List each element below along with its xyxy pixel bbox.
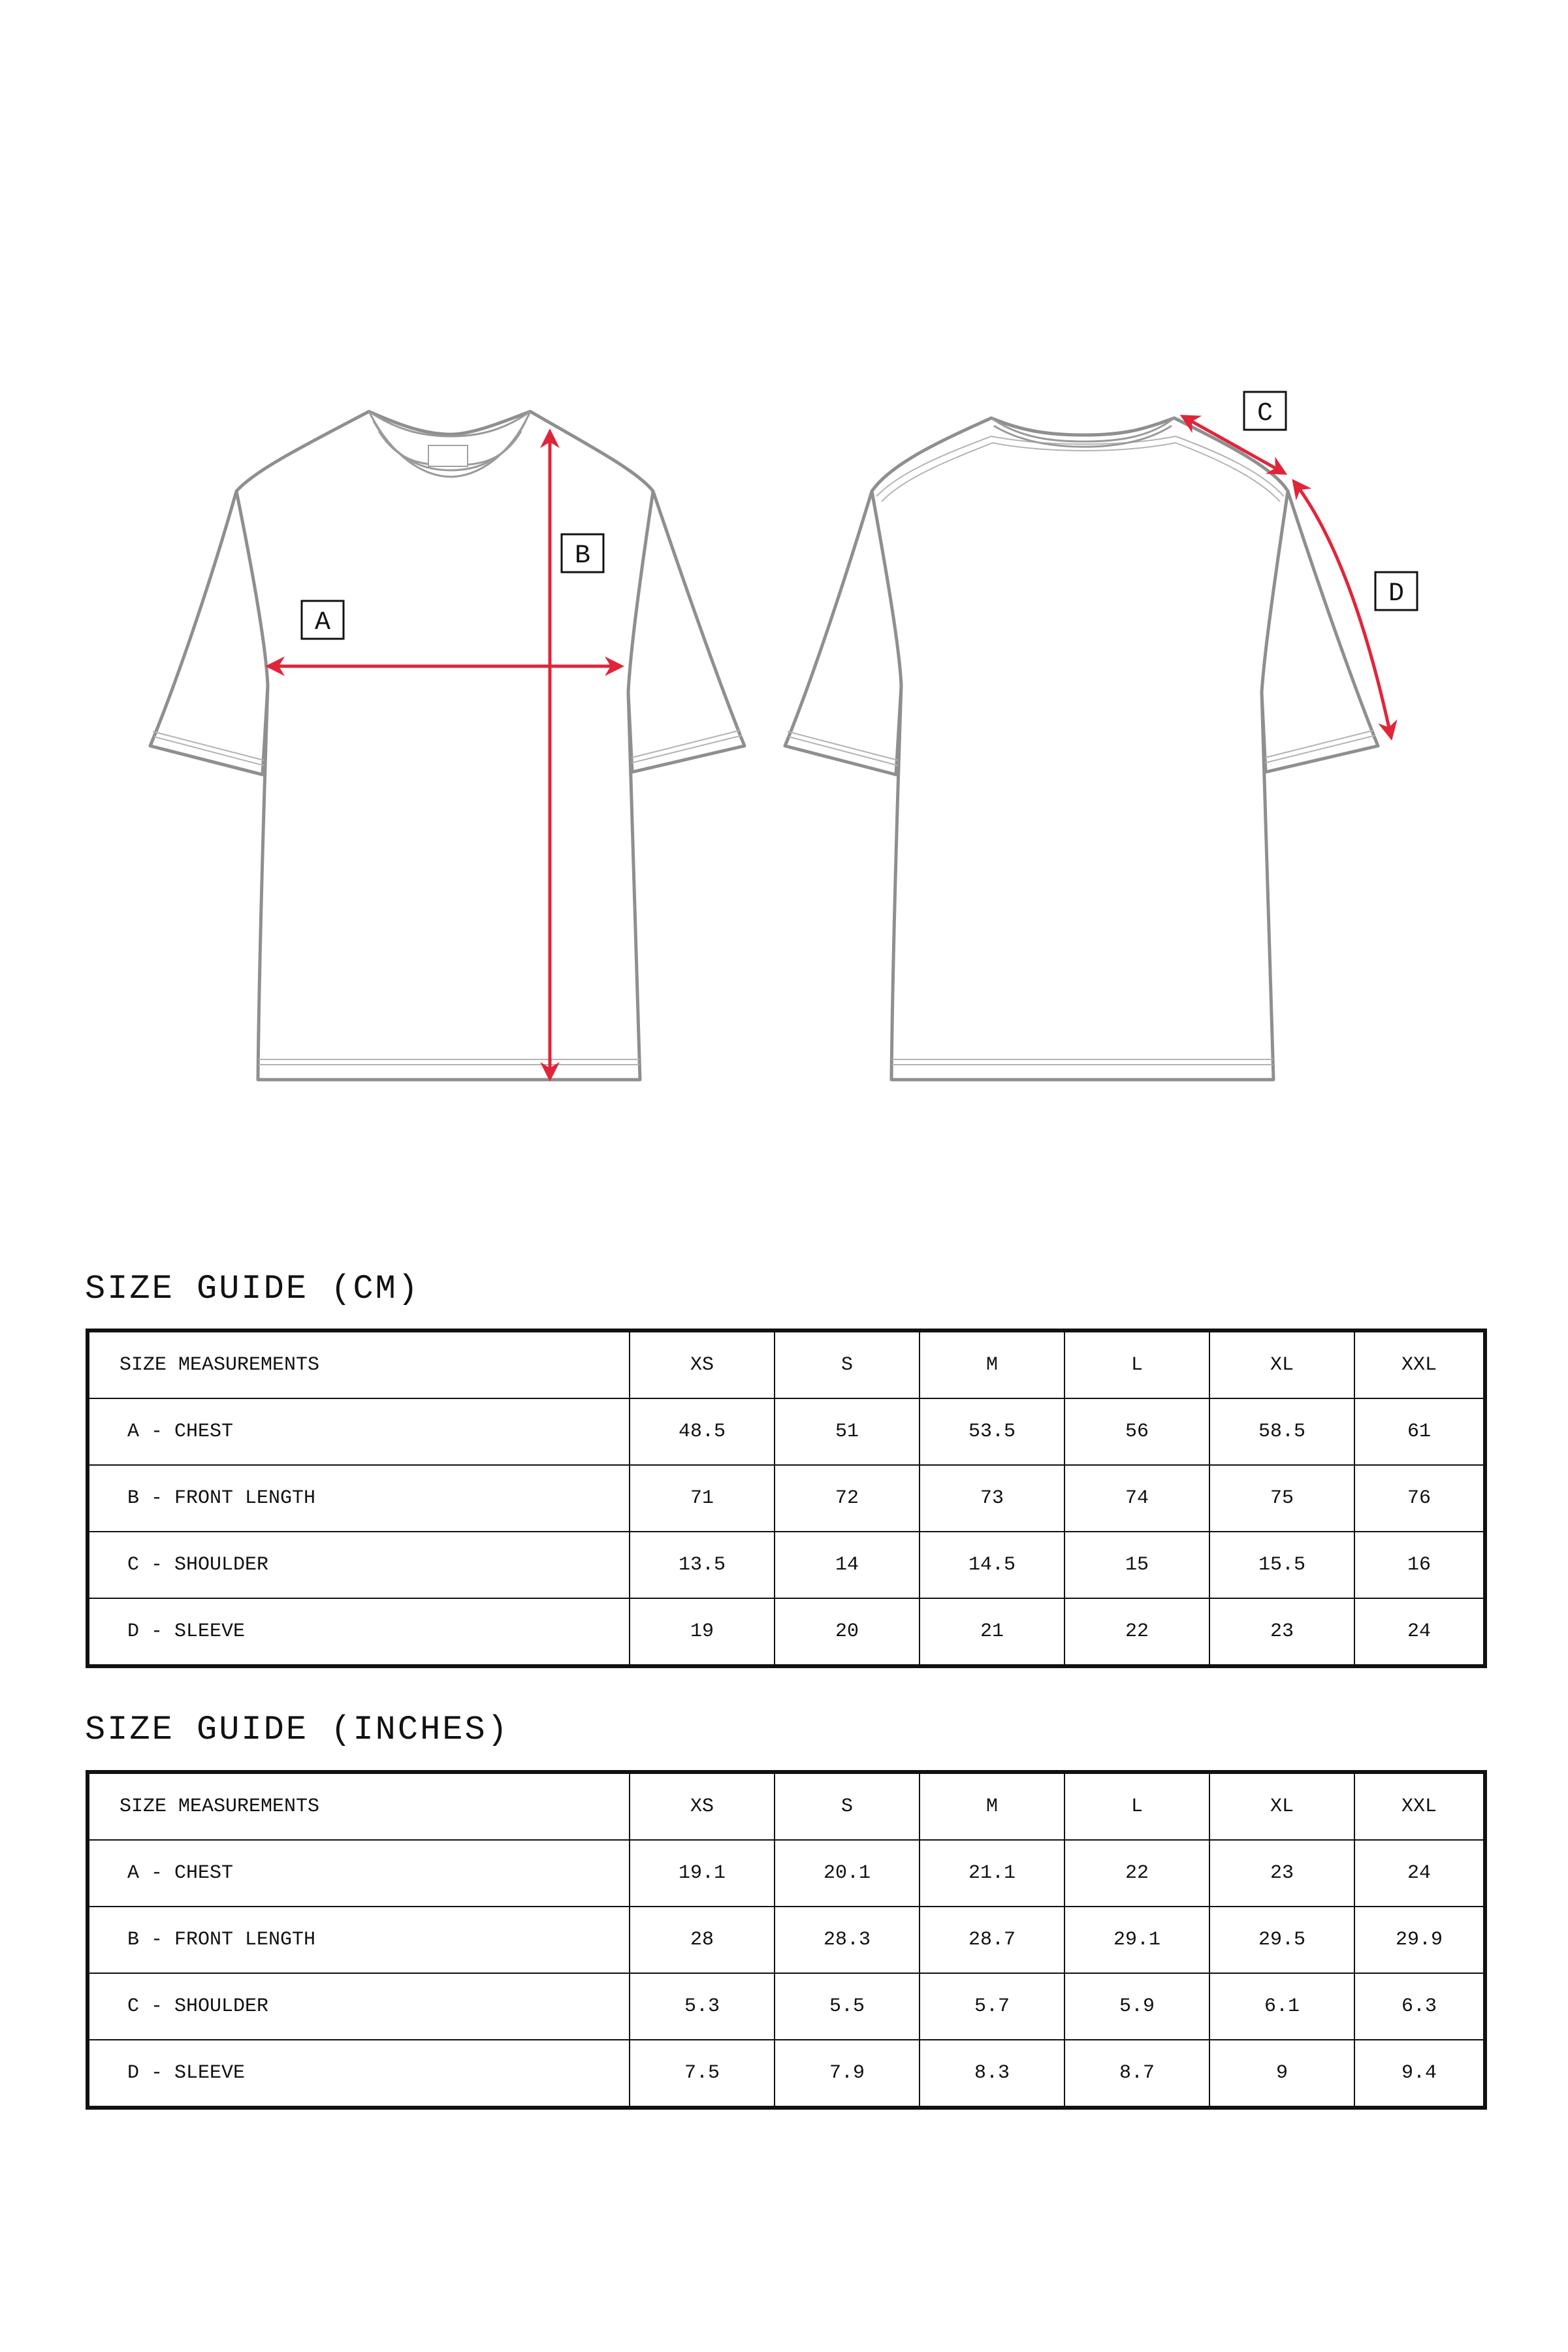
table-header-row [88, 1330, 1485, 1398]
table-cell: 24 [1354, 1840, 1485, 1907]
size-guide-inches-title: SIZE GUIDE (INCHES) [85, 1711, 509, 1749]
label-c [1244, 392, 1286, 430]
table-cell: 73 [920, 1465, 1064, 1532]
label-a [302, 601, 344, 639]
row-label: A - CHEST [88, 1398, 630, 1465]
table-cell: 22 [1064, 1598, 1209, 1666]
table-cell: 6.1 [1209, 1973, 1354, 2040]
table-cell: 58.5 [1209, 1398, 1354, 1465]
header-cell: XL [1209, 1772, 1354, 1840]
label-c-text: C [1256, 399, 1273, 428]
size-guide-inches-table [86, 1770, 1487, 2110]
size-guide-cm-table [86, 1329, 1487, 1668]
table-cell: 28 [630, 1907, 775, 1973]
table-cell: 5.5 [775, 1973, 920, 2040]
table-cell: 71 [630, 1465, 775, 1532]
table-cell: 21 [920, 1598, 1064, 1666]
size-guide-cm-title: SIZE GUIDE (CM) [85, 1270, 421, 1308]
label-d [1375, 572, 1417, 610]
row-label: D - SLEEVE [88, 1598, 630, 1666]
table-row [88, 1598, 1485, 1666]
row-label: D - SLEEVE [88, 2040, 630, 2108]
header-cell: XXL [1354, 1772, 1485, 1840]
table-cell: 29.5 [1209, 1907, 1354, 1973]
header-cell: M [920, 1772, 1064, 1840]
table-cell: 56 [1064, 1398, 1209, 1465]
table-cell: 14 [775, 1532, 920, 1598]
table-cell: 72 [775, 1465, 920, 1532]
table-cell: 22 [1064, 1840, 1209, 1907]
table-cell: 61 [1354, 1398, 1485, 1465]
table-cell: 23 [1209, 1840, 1354, 1907]
header-cell: S [775, 1772, 920, 1840]
row-label: C - SHOULDER [88, 1532, 630, 1598]
table-row [88, 1973, 1485, 2040]
table-cell: 16 [1354, 1532, 1485, 1598]
header-cell: M [920, 1330, 1064, 1398]
table-cell: 5.3 [630, 1973, 775, 2040]
header-cell: XS [630, 1330, 775, 1398]
table-cell: 6.3 [1354, 1973, 1485, 2040]
table-cell: 19 [630, 1598, 775, 1666]
table-cell: 29.1 [1064, 1907, 1209, 1973]
header-cell: XL [1209, 1330, 1354, 1398]
table-row [88, 1907, 1485, 1973]
header-cell: SIZE MEASUREMENTS [88, 1330, 630, 1398]
table-cell: 75 [1209, 1465, 1354, 1532]
label-b-text: B [574, 541, 591, 571]
table-cell: 5.9 [1064, 1973, 1209, 2040]
table-cell: 8.7 [1064, 2040, 1209, 2108]
table-cell: 29.9 [1354, 1907, 1485, 1973]
header-cell: L [1064, 1330, 1209, 1398]
table-cell: 14.5 [920, 1532, 1064, 1598]
table-row [88, 1398, 1485, 1465]
table-row [88, 1532, 1485, 1598]
table-cell: 76 [1354, 1465, 1485, 1532]
label-b [562, 534, 603, 572]
header-cell: S [775, 1330, 920, 1398]
tshirt-back [785, 418, 1378, 1080]
header-cell: SIZE MEASUREMENTS [88, 1772, 630, 1840]
row-label: C - SHOULDER [88, 1973, 630, 2040]
table-cell: 19.1 [630, 1840, 775, 1907]
table-cell: 20 [775, 1598, 920, 1666]
table-cell: 7.9 [775, 2040, 920, 2108]
table-cell: 15.5 [1209, 1532, 1354, 1598]
tshirt-front [150, 411, 744, 1080]
table-cell: 24 [1354, 1598, 1485, 1666]
row-label: B - FRONT LENGTH [88, 1907, 630, 1973]
header-cell: XXL [1354, 1330, 1485, 1398]
table-cell: 28.3 [775, 1907, 920, 1973]
row-label: B - FRONT LENGTH [88, 1465, 630, 1532]
table-cell: 13.5 [630, 1532, 775, 1598]
table-cell: 23 [1209, 1598, 1354, 1666]
table-cell: 15 [1064, 1532, 1209, 1598]
table-header-row [88, 1772, 1485, 1840]
table-row [88, 1840, 1485, 1907]
header-cell: XS [630, 1772, 775, 1840]
table-cell: 21.1 [920, 1840, 1064, 1907]
table-cell: 48.5 [630, 1398, 775, 1465]
table-cell: 7.5 [630, 2040, 775, 2108]
label-a-text: A [314, 608, 331, 637]
table-cell: 5.7 [920, 1973, 1064, 2040]
table-row [88, 1465, 1485, 1532]
row-label: A - CHEST [88, 1840, 630, 1907]
table-cell: 20.1 [775, 1840, 920, 1907]
header-cell: L [1064, 1772, 1209, 1840]
table-cell: 9 [1209, 2040, 1354, 2108]
table-cell: 8.3 [920, 2040, 1064, 2108]
table-cell: 74 [1064, 1465, 1209, 1532]
table-row [88, 2040, 1485, 2108]
label-d-text: D [1388, 579, 1405, 609]
table-cell: 28.7 [920, 1907, 1064, 1973]
table-cell: 51 [775, 1398, 920, 1465]
table-cell: 53.5 [920, 1398, 1064, 1465]
table-cell: 9.4 [1354, 2040, 1485, 2108]
